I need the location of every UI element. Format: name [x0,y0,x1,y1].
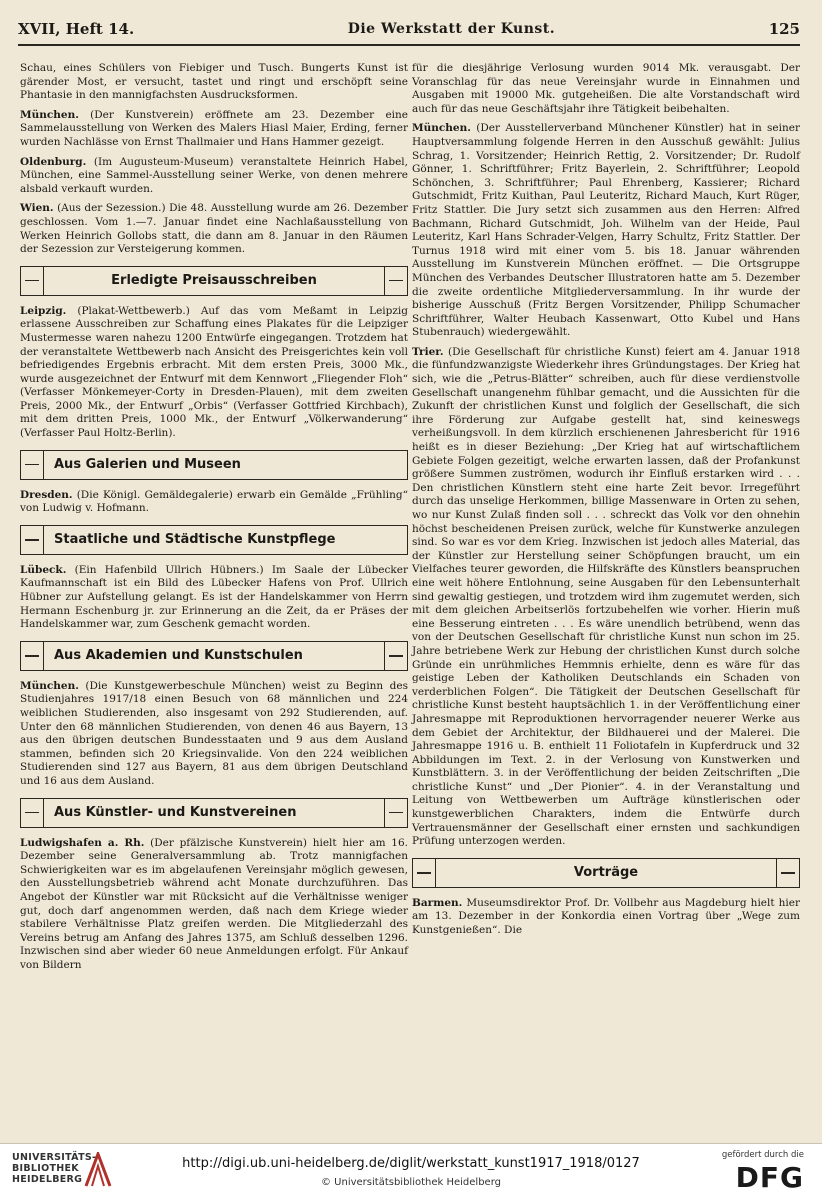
volume-label: XVII, Heft 14. [18,20,135,38]
funding-note: gefördert durch die [721,1150,804,1160]
paragraph [20,156,408,197]
paragraph [20,564,408,632]
place-name: Oldenburg. [20,155,87,168]
library-line: HEIDELBERG [12,1174,83,1185]
rule-ornament [21,267,44,295]
rule-ornament [384,799,407,827]
paragraph [20,109,408,150]
place-name: Dresden. [20,488,73,501]
section-heading [20,450,408,480]
place-name: Lübeck. [20,563,67,576]
place-name: Ludwigshafen a. Rh. [20,836,145,849]
section-title: Aus Galerien und Museen [54,456,241,472]
paragraph-text: (Plakat-Wettbewerb.) Auf das vom Meßamt in Leipzig erlassene Ausschreiben zur Schaffung eines Plakates für die Leipziger Mustermesse waren nahezu 1200 Entwürfe eingegangen. Trotzdem hat der veranstaltete Wettbewerb nach Ansicht des Preisgerichtes kein voll befriedigendes Ergebnis erbracht. Mit dem ersten Preis, 3000 Mk., wurde ausgezeichnet der Entwurf mit dem Kennwort „Fliegender Floh“ (Verfasser Mönkemeyer-Corty in Dresden-Plauen), mit dem zweiten Preis, 2000 Mk., der Entwurf „Orbis“ (Verfasser Gottfried Kirchbach), mit dem dritten Preis, 1000 Mk., der Entwurf „Völkerwanderung“ (Verfasser Paul Holtz-Berlin). [20,304,409,440]
paragraph-text: (Der pfälzische Kunstverein) hielt hier am 16. Dezember seine Generalversammlung ab. Trotz mannigfachen Schwierigkeiten war es im abgelaufenen Vereinsjahr möglich gewesen, den Ausstellungsbetrieb während acht Monate durchzuführen. Das Angebot der Künstler war mit Rücksicht auf die Verhältnisse weniger gut, doch darf angenommen werden, daß nach dem Kriege wieder stabilere Verhältnisse Platz greifen werden. Die Mitgliederzahl des Vereins betrug am Anfang des Jahres 1375, am Schluß desselben 1296. Inzwischen sind aber wieder 60 neue Anmeldungen erfolgt. Für Ankauf von Bildern [20,836,408,971]
section-heading [20,798,408,828]
rule-ornament [413,859,436,887]
paragraph [412,346,800,849]
place-name: Barmen. [412,896,463,909]
place-name: Trier. [412,345,444,358]
place-name: München. [20,679,79,692]
section-title: Aus Akademien und Kunstschulen [54,648,303,664]
paragraph [20,489,408,516]
place-name: München. [20,108,79,121]
section-heading [412,858,800,888]
paragraph-text: (Im Augusteum-Museum) veranstaltete Heinrich Habel, München, eine Sammel-Ausstellung seiner Werke, von denen mehrere alsbald verkauft wurden. [20,155,408,195]
viewer-footer [0,1143,822,1202]
right-column [412,62,800,944]
paragraph [20,680,408,789]
paragraph-text: (Der Kunstverein) eröffnete am 23. Dezember eine Sammelausstellung von Werken des Malers Hiasl Maier, Erding, ferner wurden Nachlässe von Ernst Thallmaier und Hans Hammer gezeigt. [20,108,408,148]
left-column [20,62,408,979]
copyright-notice: © Universitätsbibliothek Heidelberg [320,1177,501,1188]
document-url-link[interactable]: http://digi.ub.uni-heidelberg.de/diglit/werkstatt_kunst1917_1918/0127 [182,1156,640,1171]
section-heading [20,266,408,296]
paragraph-text: Museumsdirektor Prof. Dr. Vollbehr aus Magdeburg hielt hier am 13. Dezember in der Konkordia einen Vortrag über „Wege zum Kunstgenießen“. Die [412,896,800,937]
section-title: Staatliche und Städtische Kunstpflege [54,532,336,548]
paragraph [412,897,800,938]
section-title: Erledigte Preisausschreiben [111,272,317,288]
place-name: Wien. [20,202,54,215]
library-line: BIBLIOTHEK [12,1163,79,1174]
paragraph-text: (Aus der Sezession.) Die 48. Ausstellung wurde am 26. Dezember geschlossen. Vom 1.—7. Januar findet eine Nachlaßausstellung von Werken Heinrich Gollobs statt, die dann am 8. Januar in den Räumen der Sezession zur Versteigerung kommen. [20,202,409,256]
rule-ornament [384,642,407,670]
rule-ornament [21,799,44,827]
paragraph [20,305,408,441]
rule-ornament [21,451,44,479]
paragraph [412,122,800,340]
rule-ornament [21,642,44,670]
section-heading [20,641,408,671]
section-heading [20,525,408,555]
paragraph-text: (Ein Hafenbild Ullrich Hübners.) Im Saale der Lübecker Kaufmannschaft ist ein Bild des Lübecker Hafens von Prof. Ullrich Hübner zur Aufstellung gelangt. Es ist der Handelskammer von Herrn Hermann Eschenburg jr. zur Erinnerung an die Zeit, da er Präses der Handelskammer war, zum Geschenk gemacht worden. [20,563,408,631]
paragraph-text: (Die Gesellschaft für christliche Kunst) feiert am 4. Januar 1918 die fünfundzwanzigste Wiederkehr ihres Gründungstages. Der Krieg hat sich, wie die „Petrus-Blätter“ schreiben, auch für diese verdienstvolle Gesellschaft unangenehm fühlbar gemacht, und die Aussichten für die Zukunft der christlichen Kunst und folglich der Gesellschaft, die sich ihre Förderung zur Aufgabe gestellt hat, sind keineswegs verheißungsvoll. In dem kürzlich erschienenen Jahresbericht für 1916 heißt es in dieser Beziehung: „Der Krieg hat auf wirtschaftlichem Gebiete Folgen gezeitigt, welche erwarten lassen, daß der Profankunst größere Summen zuströmen, wodurch ihr Einfluß erstarken wird . . . Den christlichen Künstlern steht eine harte Zeit bevor. Irregeführt durch das unselige Herkommen, billige Massenware in Orten zu sehen, wo nur Kunst Zulaß finden soll . . . schreckt das Volk vor den ohnehin höchst bescheidenen Preisen zurück, welche für Kunstwerke anzulegen sind. So war es vor dem Krieg. Inzwischen ist jedoch alles Material, das der Künstler zur Herstellung seiner Schöpfungen braucht, um ein Vielfaches teurer geworden, die Hilfskräfte des Künstlers beanspruchen eine weit höhere Entlohnung, seine Ausgaben für den Lebensunterhalt sind gewaltig gestiegen, und trotzdem wird ihm zugemutet werden, sich mit dem gleichen Arbeitserlös fortzubehelfen wie vorher. Hierin muß eine Besserung eintreten . . . Es wäre unendlich betrübend, wenn das von der Deutschen Gesellschaft für christliche Kunst nun schon im 25. Jahre betriebene Werk zur Hebung der christlichen Kunst durch solche Gründe ein unrühmliches Hemmnis erhielte, denn es wäre für das geistige Leben der Katholiken Deutschlands ein Schaden von verderblichen Folgen“. Die Tätigkeit der Deutschen Gesellschaft für christliche Kunst besteht hauptsächlich 1. in der Veröffentlichung einer Jahresmappe mit Reproduktionen hervorragender neuerer Werke aus dem Gebiet der Architektur, der Bildhauerei und der Malerei. Die Jahresmappe 1916 u. B. enthielt 11 Foliotafeln in Kupferdruck und 32 Abbildungen im Text. 2. in der Verlosung von Kunstwerken und Kunstblättern. 3. in der Veröffentlichung der beiden Zeitschriften „Die christliche Kunst“ und „Der Pionier“. 4. in der Veranstaltung und Leitung von Wettbewerben um Aufträge künstlerischen oder kunstgewerblichen Charakters, indem die Entwürfe durch Vertrauensmänner der Gesellschaft einer ernsten und sachkundigen Prüfung unterzogen werden. [412,345,800,848]
paragraph: für die diesjährige Verlosung wurden 9014 Mk. verausgabt. Der Voranschlag für das neue Vereinsjahr wurde in Einnahmen und Ausgaben mit 19000 Mk. gutgeheißen. Die alte Vorstandschaft wird auch für das neue Geschäftsjahr ihre Tätigkeit beibehalten. [412,62,800,115]
rule-ornament [776,859,799,887]
rule-ornament [384,267,407,295]
paragraph: Schau, eines Schülers von Fiebiger und Tusch. Bungerts Kunst ist gärender Most, er versucht, tastet und ringt und erschöpft seine Phantasie in den mannigfachsten Ausdrucksformen. [20,62,408,102]
page-header [18,14,800,46]
journal-title: Die Werkstatt der Kunst. [347,21,556,37]
paragraph [20,202,408,256]
paragraph-text: (Der Ausstellerverband Münchener Künstler) hat in seiner Hauptversammlung folgende Herren in den Ausschuß gewählt: Julius Schrag, 1. Vorsitzender; Heinrich Rettig, 2. Vorsitzender; Dr. Rudolf Gönner, 1. Schriftführer; Fritz Bayerlein, 2. Schriftführer; Leopold Schönchen, 3. Schriftführer; Paul Ehrenberg, Kassierer; Richard Gutschmidt, Fritz Kuithan, Paul Leuteritz, Richard Mauch, Kurt Rüger, Fritz Stattler. Die Jury setzt sich zusammen aus den Herren: Alfred Bachmann, Richard Gutschmidt, Joh. Wilhelm van der Heide, Paul Leuteritz, Karl Hans Schrader-Velgen, Harry Schultz, Fritz Stattler. Der Turnus 1918 wird mit einer vom 5. bis 18. Januar währenden Ausstellung im Kunstverein München eröffnet. — Die Ortsgruppe München des Verbandes Deutscher Illustratoren hatte am 5. Dezember die zweite ordentliche Mitgliederversammlung. In ihr wurde der bisherige Ausschuß (Fritz Bergen Vorsitzender, Philipp Schumacher Schriftführer, Walter Heubach Kassenwart, Otto Kubel und Hans Stubenrauch) wiedergewählt. [412,122,800,339]
place-name: Leipzig. [20,304,67,317]
page-number: 125 [768,20,800,38]
section-title: Vorträge [573,865,639,881]
library-line: UNIVERSITÄTS- [12,1152,97,1163]
paragraph-text: (Die Königl. Gemäldegalerie) erwarb ein Gemälde „Frühling“ von Ludwig v. Hofmann. [20,488,408,515]
rule-ornament [21,526,44,554]
section-title: Aus Künstler- und Kunstvereinen [54,804,297,820]
place-name: München. [412,122,471,135]
paragraph [20,837,408,973]
paragraph-text: (Die Kunstgewerbeschule München) weist zu Beginn des Studienjahres 1917/18 einen Besuch von 68 männlichen und 224 weiblichen Studierenden, also insgesamt von 292 Studierenden, auf. Unter den 68 männlichen Studierenden, von denen 46 aus Bayern, 13 aus den übrigen deutschen Bundesstaaten und 9 aus dem Ausland stammen, befinden sich 20 Kriegsinvalide. Von den 224 weiblichen Studierenden sind 127 aus Bayern, 81 aus dem übrigen Deutschland und 16 aus dem Ausland. [20,679,408,787]
dfg-logo: DFG [735,1161,804,1194]
